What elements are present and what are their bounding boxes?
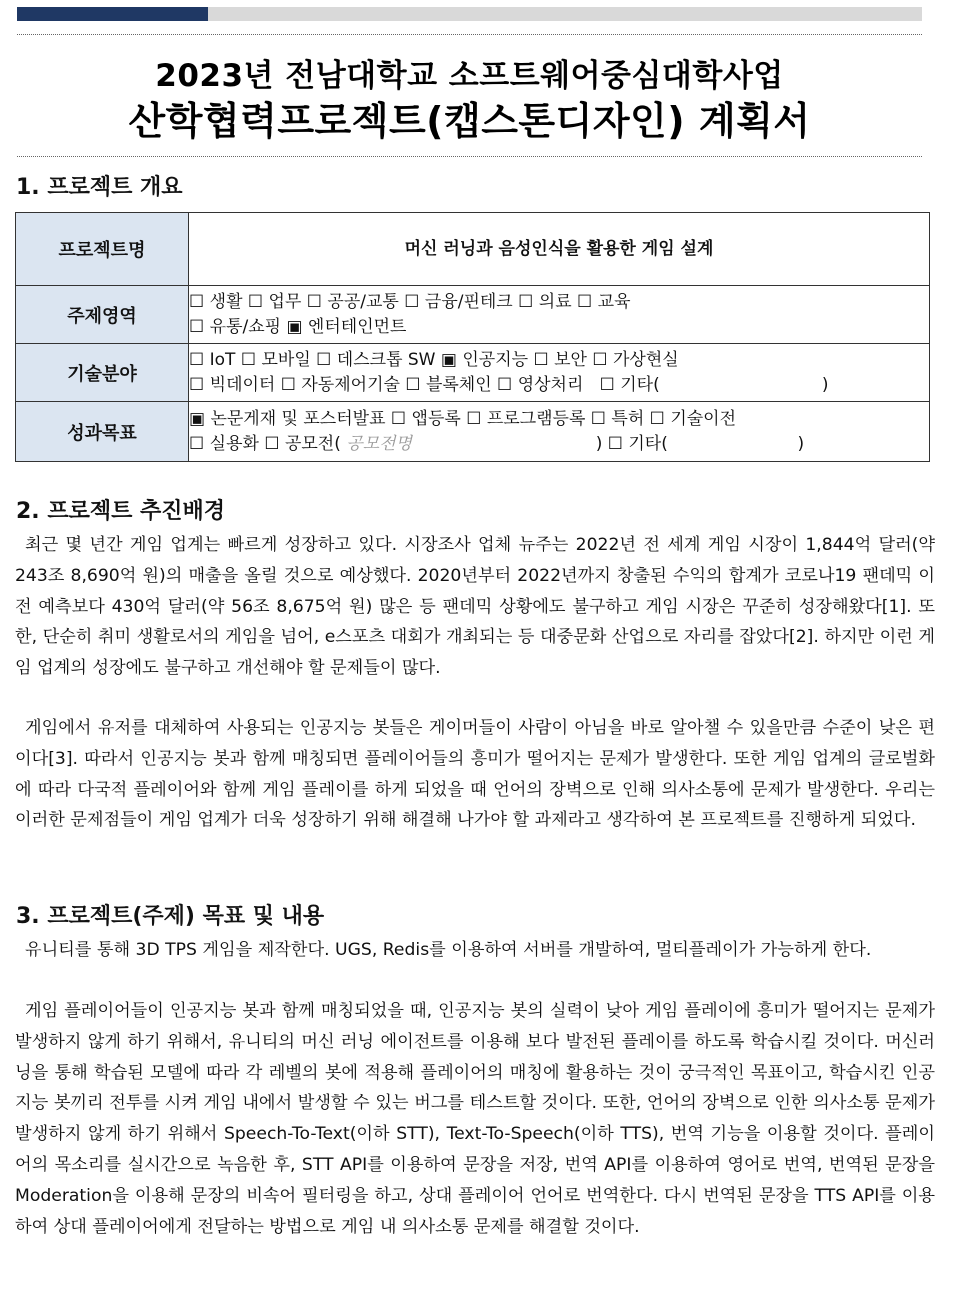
section1-heading: 1. 프로젝트 개요 [16,175,183,200]
document-title-line1: 2023년 전남대학교 소프트웨어중심대학사업 [155,58,784,94]
divider-bottom [17,156,922,157]
section3-paragraph-2: 게임 플레이어들이 인공지능 봇과 함께 매칭되었을 때, 인공지능 봇의 실력이 낮아 게임 플레이에 흥미가 떨어지는 문제가 발생하지 않게 하기 위해서, 유니티의 머신 러닝 에이전트를 이용해 보다 발전된 플레이를 하도록 학습시킬 것이다. 머신러닝을 통해 학습된 모델에 따라 각 레벨의 봇에 적용해 플레이어의 매칭에 활용하는 것이 궁극적인 목표이고, 학습시킨 인공지능 봇끼리 전투를 시켜 게임 내에서 발생할 수 있는 버그를 테스트할 것이다. 또한, 언어의 장벽으로 인한 의사소통 문제가 발생하지 않게 하기 위해서 Speech-To-Text(이하 STT), Text-To-Speech(이하 TTS), 번역 기능을 이용할 것이다. 플레이어의 목소리를 실시간으로 녹음한 후, STT API를 이용하여 문장을 저장, 번역 API를 이용하여 영어로 번역, 번역된 문장을 Moderation을 이용해 문장의 비속어 필터링을 하고, 상대 플레이어 언어로 번역한다. 다시 번역된 문장을 TTS API를 이용하여 상대 플레이어에게 전달하는 방법으로 게임 내 의사소통 문제를 해결할 것이다. [15,1001,935,1237]
goal-options-line2 [189,432,929,457]
value-tech-field [189,344,930,402]
section3-paragraph-1: 유니티를 통해 3D TPS 게임을 제작한다. UGS, Redis를 이용하여 서버를 개발하여, 멀티플레이가 가능하게 한다. [25,940,872,960]
header-bar [17,7,922,21]
divider-top [17,34,922,35]
label-project-name: 프로젝트명 [16,213,189,286]
goal-options-line2-a: ☐ 실용화 ☐ 공모전( [189,433,347,454]
goal-options-line1: ▣ 논문게재 및 포스터발표 ☐ 앱등록 ☐ 프로그램등록 ☐ 특허 ☐ 기술이전 [189,408,737,429]
label-tech-field: 기술분야 [16,344,189,402]
row-project-name [16,213,930,286]
contest-name-placeholder: 공모전명 [346,433,412,454]
topic-options-line2: ☐ 유통/쇼핑 ▣ 엔터테인먼트 [189,316,407,337]
topic-options-line1: ☐ 생활 ☐ 업무 ☐ 공공/교통 ☐ 금융/핀테크 ☐ 의료 ☐ 교육 [189,291,631,312]
row-outcome-goal [16,402,930,462]
header-bar-accent [17,7,208,21]
value-topic-area [189,286,930,344]
label-outcome-goal: 성과목표 [16,402,189,462]
section2-heading: 2. 프로젝트 추진배경 [16,499,225,524]
value-project-name: 머신 러닝과 음성인식을 활용한 게임 설계 [189,213,930,286]
document-title-line2: 산학협력프로젝트(캡스톤디자인) 계획서 [128,99,811,143]
row-topic-area [16,286,930,344]
tech-options-line2: ☐ 빅데이터 ☐ 자동제어기술 ☐ 블록체인 ☐ 영상처리 ☐ 기타( ) [189,374,829,395]
row-tech-field [16,344,930,402]
project-overview-table [15,212,930,462]
goal-options-line2-b: ) ☐ 기타( ) [411,433,805,454]
section2-paragraph-2: 게임에서 유저를 대체하여 사용되는 인공지능 봇들은 게이머들이 사람이 아님을 바로 알아챌 수 있을만큼 수준이 낮은 편이다[3]. 따라서 인공지능 봇과 함께 매칭되면 플레이어들의 흥미가 떨어지는 문제가 발생한다. 또한 게임 업계의 글로벌화에 따라 다국적 플레이어와 함께 게임 플레이를 하게 되었을 때 언어의 장벽으로 인해 의사소통에 문제가 발생한다. 우리는 이러한 문제점들이 게임 업계가 더욱 성장하기 위해 해결해 나가야 할 과제라고 생각하여 본 프로젝트를 진행하게 되었다. [15,718,935,831]
value-outcome-goal [189,402,930,462]
tech-options-line1: ☐ IoT ☐ 모바일 ☐ 데스크톱 SW ▣ 인공지능 ☐ 보안 ☐ 가상현실 [189,349,679,370]
label-topic-area: 주제영역 [16,286,189,344]
section3-heading: 3. 프로젝트(주제) 목표 및 내용 [16,904,325,929]
section2-paragraph-1: 최근 몇 년간 게임 업계는 빠르게 성장하고 있다. 시장조사 업체 뉴주는 2022년 전 세계 게임 시장이 1,844억 달러(약 243조 8,690억 원)의 매출을 올릴 것으로 예상했다. 2020년부터 2022년까지 창출된 수익의 합계가 코로나19 팬데믹 이전 예측보다 430억 달러(약 56조 8,675억 원) 많은 등 팬데믹 상황에도 불구하고 게임 시장은 꾸준히 성장해왔다[1]. 또한, 단순히 취미 생활로서의 게임을 넘어, e스포츠 대회가 개최되는 등 대중문화 산업으로 자리를 잡았다[2]. 하지만 이런 게임 업계의 성장에도 불구하고 개선해야 할 문제들이 많다. [15,535,935,679]
